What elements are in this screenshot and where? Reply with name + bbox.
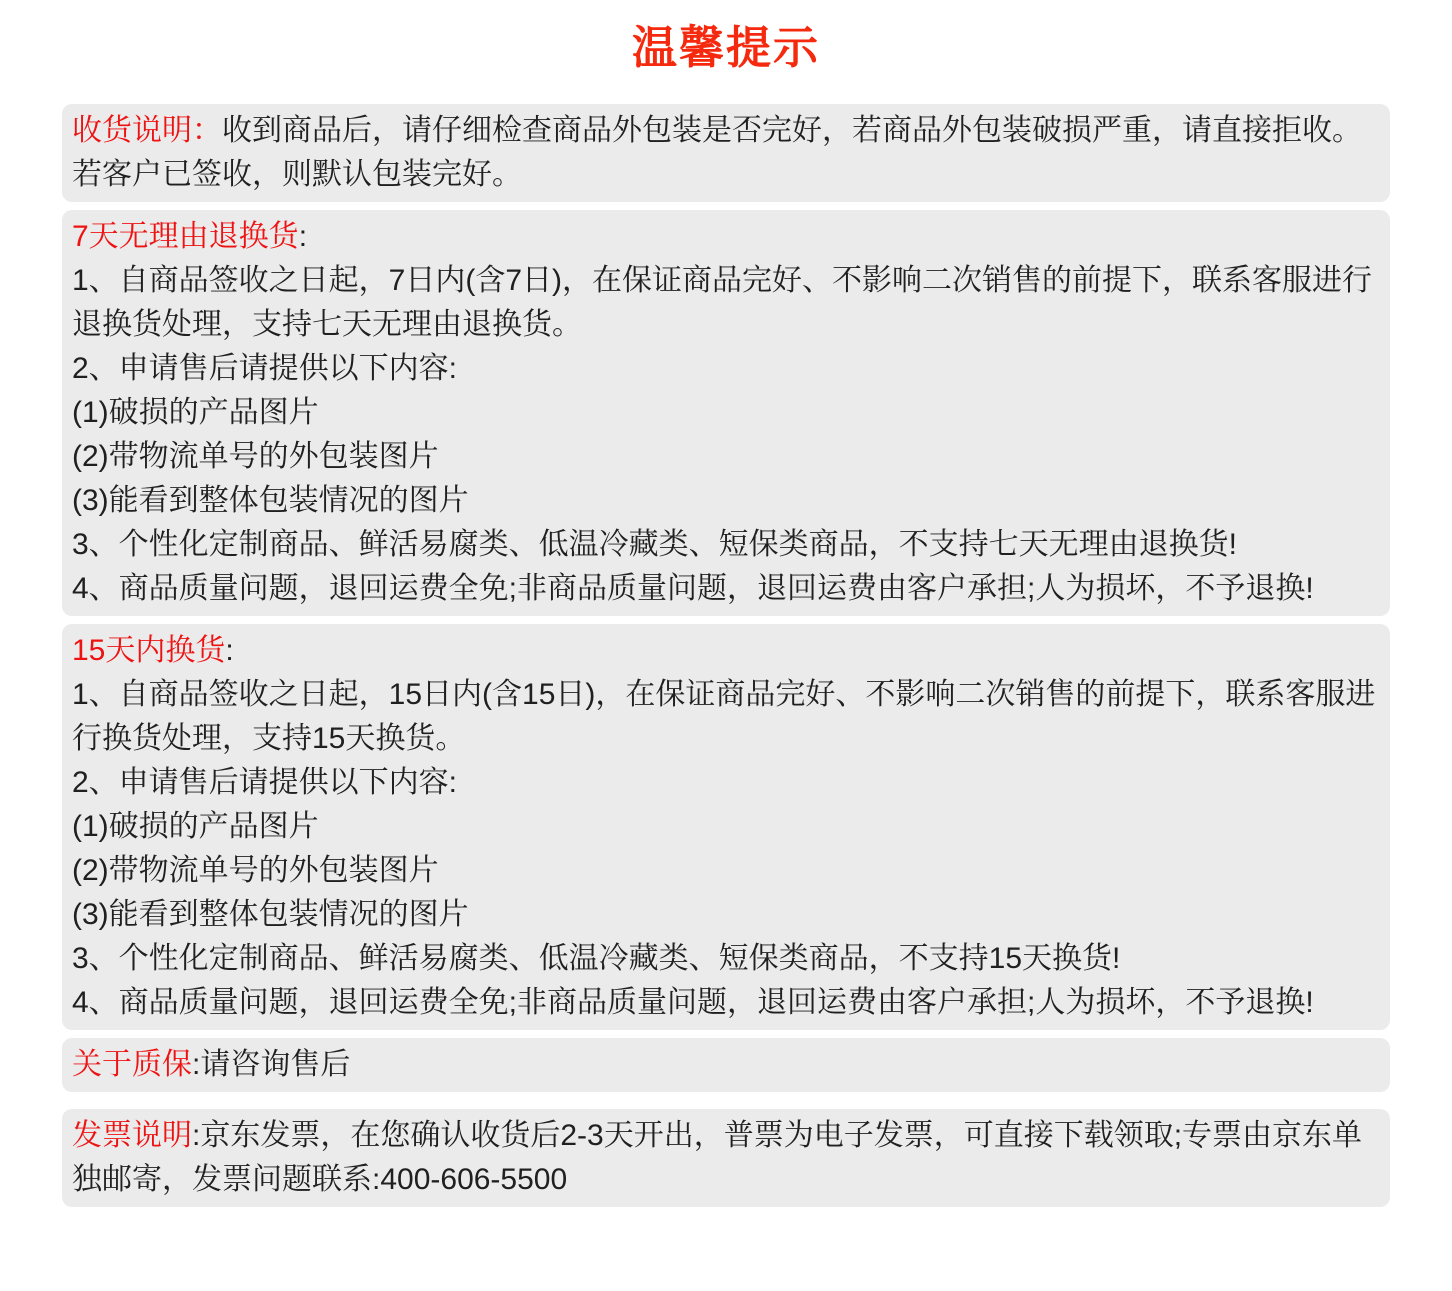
notice-section — [62, 624, 1390, 1030]
section-colon: : — [298, 220, 308, 253]
section-line: (1)破损的产品图片 — [72, 810, 319, 843]
section-lead — [72, 1043, 1380, 1087]
section-label: 7天无理由退换货 — [72, 220, 299, 253]
section-colon: ： — [192, 114, 222, 147]
section-line: 1、自商品签收之日起，15日内(含15日)，在保证商品完好、不影响二次销售的前提下，联系客服进行换货处理，支持15天换货。 — [72, 678, 1376, 755]
section-lead — [72, 1114, 1380, 1202]
section-lead — [72, 109, 1380, 197]
section-lead — [72, 629, 1380, 673]
section-label: 关于质保 — [72, 1048, 192, 1081]
section-line: 3、个性化定制商品、鲜活易腐类、低温冷藏类、短保类商品，不支持15天换货! — [72, 942, 1121, 975]
notice-section — [62, 210, 1390, 616]
section-line: 4、商品质量问题，退回运费全免;非商品质量问题，退回运费由客户承担;人为损坏，不予退换! — [72, 986, 1314, 1019]
section-colon: : — [192, 1048, 201, 1081]
page-title: 温馨提示 — [631, 22, 820, 73]
notice-section — [62, 104, 1390, 202]
section-line: 1、自商品签收之日起，7日内(含7日)，在保证商品完好、不影响二次销售的前提下，联系客服进行退换货处理，支持七天无理由退换货。 — [72, 264, 1373, 341]
section-line: (2)带物流单号的外包装图片 — [72, 854, 439, 887]
section-lead — [72, 215, 1380, 259]
section-label: 15天内换货 — [72, 634, 226, 667]
notice-page — [0, 22, 1452, 1207]
section-lead-text: 收到商品后，请仔细检查商品外包装是否完好，若商品外包装破损严重，请直接拒收。若客户已签收，则默认包装完好。 — [72, 114, 1362, 191]
section-lead-text: 京东发票，在您确认收货后2-3天开出，普票为电子发票，可直接下载领取;专票由京东单独邮寄，发票问题联系:400-606-5500 — [72, 1119, 1363, 1196]
section-line: (1)破损的产品图片 — [72, 396, 319, 429]
section-line: (3)能看到整体包装情况的图片 — [72, 484, 469, 517]
section-label: 收货说明 — [72, 114, 192, 147]
section-line: 3、个性化定制商品、鲜活易腐类、低温冷藏类、短保类商品，不支持七天无理由退换货! — [72, 528, 1238, 561]
section-label: 发票说明 — [72, 1119, 192, 1152]
section-colon: : — [192, 1119, 201, 1152]
section-line: 2、申请售后请提供以下内容: — [72, 352, 458, 385]
section-line: 2、申请售后请提供以下内容: — [72, 766, 458, 799]
notice-sections — [62, 104, 1390, 1207]
notice-section — [62, 1109, 1390, 1207]
section-line: (3)能看到整体包装情况的图片 — [72, 898, 469, 931]
section-colon: : — [225, 634, 234, 667]
section-line: (2)带物流单号的外包装图片 — [72, 440, 439, 473]
section-lead-text: 请咨询售后 — [200, 1048, 351, 1081]
notice-section — [62, 1038, 1390, 1092]
section-line: 4、商品质量问题，退回运费全免;非商品质量问题，退回运费由客户承担;人为损坏，不予退换! — [72, 572, 1314, 605]
